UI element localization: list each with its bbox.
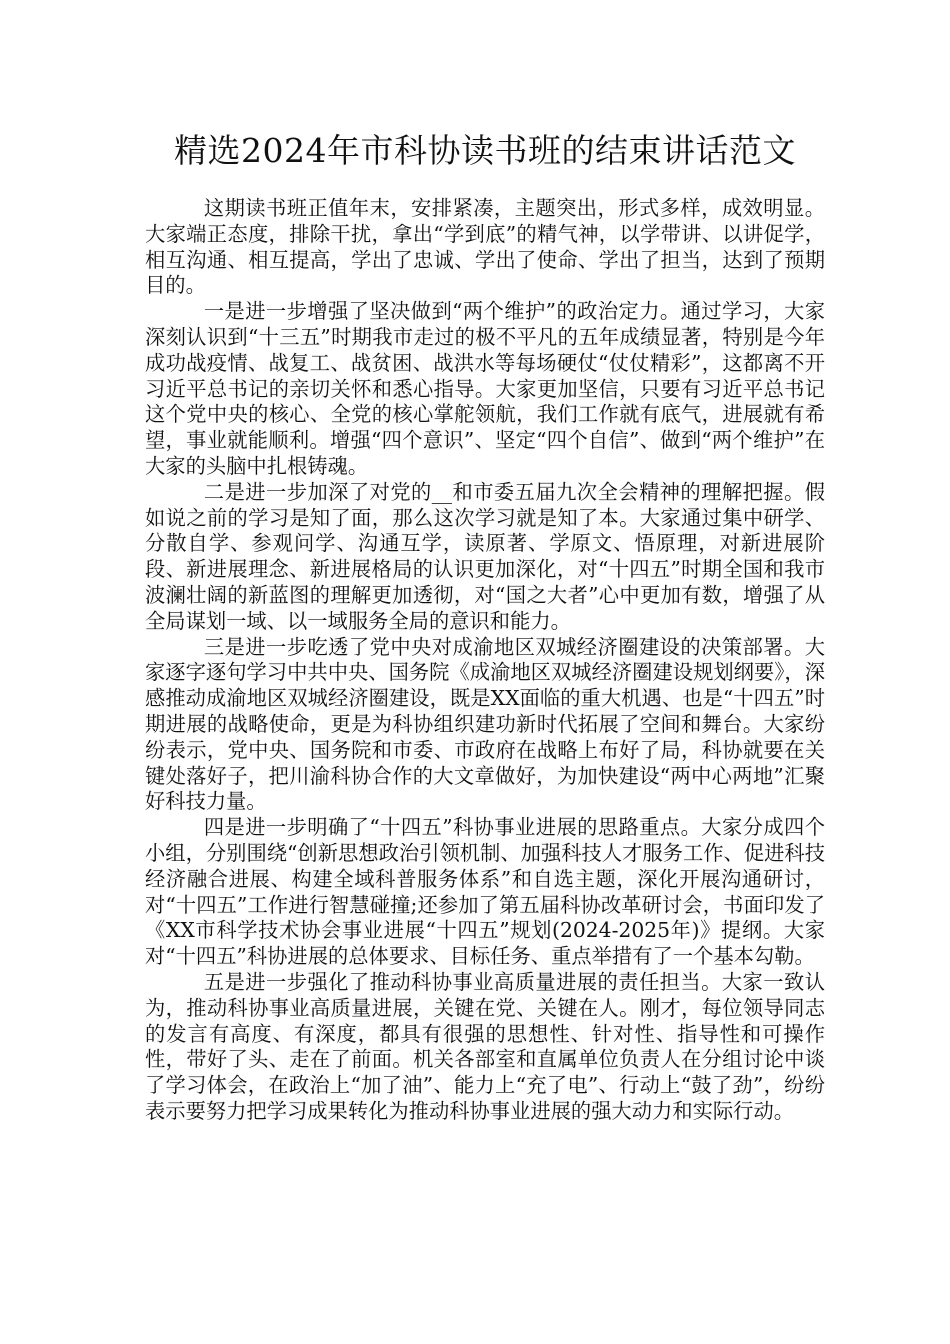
paragraph-point-two: 二是进一步加深了对党的__和市委五届九次全会精神的理解把握。假如说之前的学习是知了面，那么这次学习就是知了本。大家通过集中研学、分散自学、参观问学、沟通互学，读原著、学原文、悟原理，对新进展阶段、新进展理念、新进展格局的认识更加深化，对“十四五”时期全国和我市波澜壮阔的新蓝图的理解更加透彻，对“国之大者”心中更加有数，增强了从全局谋划一域、以一域服务全局的意识和能力。 [145,479,825,633]
document-page [145,128,825,1125]
paragraph-point-one: 一是进一步增强了坚决做到“两个维护”的政治定力。通过学习，大家深刻认识到“十三五”时期我市走过的极不平凡的五年成绩显著，特别是今年成功战疫情、战复工、战贫困、战洪水等每场硬仗“仗仗精彩”，这都离不开习近平总书记的亲切关怀和悉心指导。大家更加坚信，只要有习近平总书记这个党中央的核心、全党的核心掌舵领航，我们工作就有底气，进展就有希望，事业就能顺利。增强“四个意识”、坚定“四个自信”、做到“两个维护”在大家的头脑中扎根铸魂。 [145,299,825,478]
paragraph-point-four: 四是进一步明确了“十四五”科协事业进展的思路重点。大家分成四个小组，分别围绕“创新思想政治引领机制、加强科技人才服务工作、促进科技经济融合进展、构建全域科普服务体系”和自选主题，深化开展沟通研讨，对“十四五”工作进行智慧碰撞;还参加了第五届科协改革研讨会，书面印发了《XX市科学技术协会事业进展“十四五”规划(2024-2025年)》提纲。大家对“十四五”科协进展的总体要求、目标任务、重点举措有了一个基本勾勒。 [145,815,825,969]
paragraph-intro: 这期读书班正值年末，安排紧凑，主题突出，形式多样，成效明显。大家端正态度，排除干扰，拿出“学到底”的精气神，以学带讲、以讲促学，相互沟通、相互提高，学出了忠诚、学出了使命、学出了担当，达到了预期目的。 [145,196,825,298]
document-title: 精选2024年市科协读书班的结束讲话范文 [174,131,796,170]
paragraph-point-five: 五是进一步强化了推动科协事业高质量进展的责任担当。大家一致认为，推动科协事业高质量进展，关键在党、关键在人。刚才，每位领导同志的发言有高度、有深度，都具有很强的思想性、针对性、指导性和可操作性，带好了头、走在了前面。机关各部室和直属单位负责人在分组讨论中谈了学习体会，在政治上“加了油”、能力上“充了电”、行动上“鼓了劲”，纷纷表示要努力把学习成果转化为推动科协事业进展的强大动力和实际行动。 [145,969,825,1123]
paragraph-point-three: 三是进一步吃透了党中央对成渝地区双城经济圈建设的决策部署。大家逐字逐句学习中共中央、国务院《成渝地区双城经济圈建设规划纲要》，深感推动成渝地区双城经济圈建设，既是XX面临的重大机遇、也是“十四五”时期进展的战略使命，更是为科协组织建功新时代拓展了空间和舞台。大家纷纷表示，党中央、国务院和市委、市政府在战略上布好了局，科协就要在关键处落好子，把川渝科协合作的大文章做好，为加快建设“两中心两地”汇聚好科技力量。 [145,634,825,814]
